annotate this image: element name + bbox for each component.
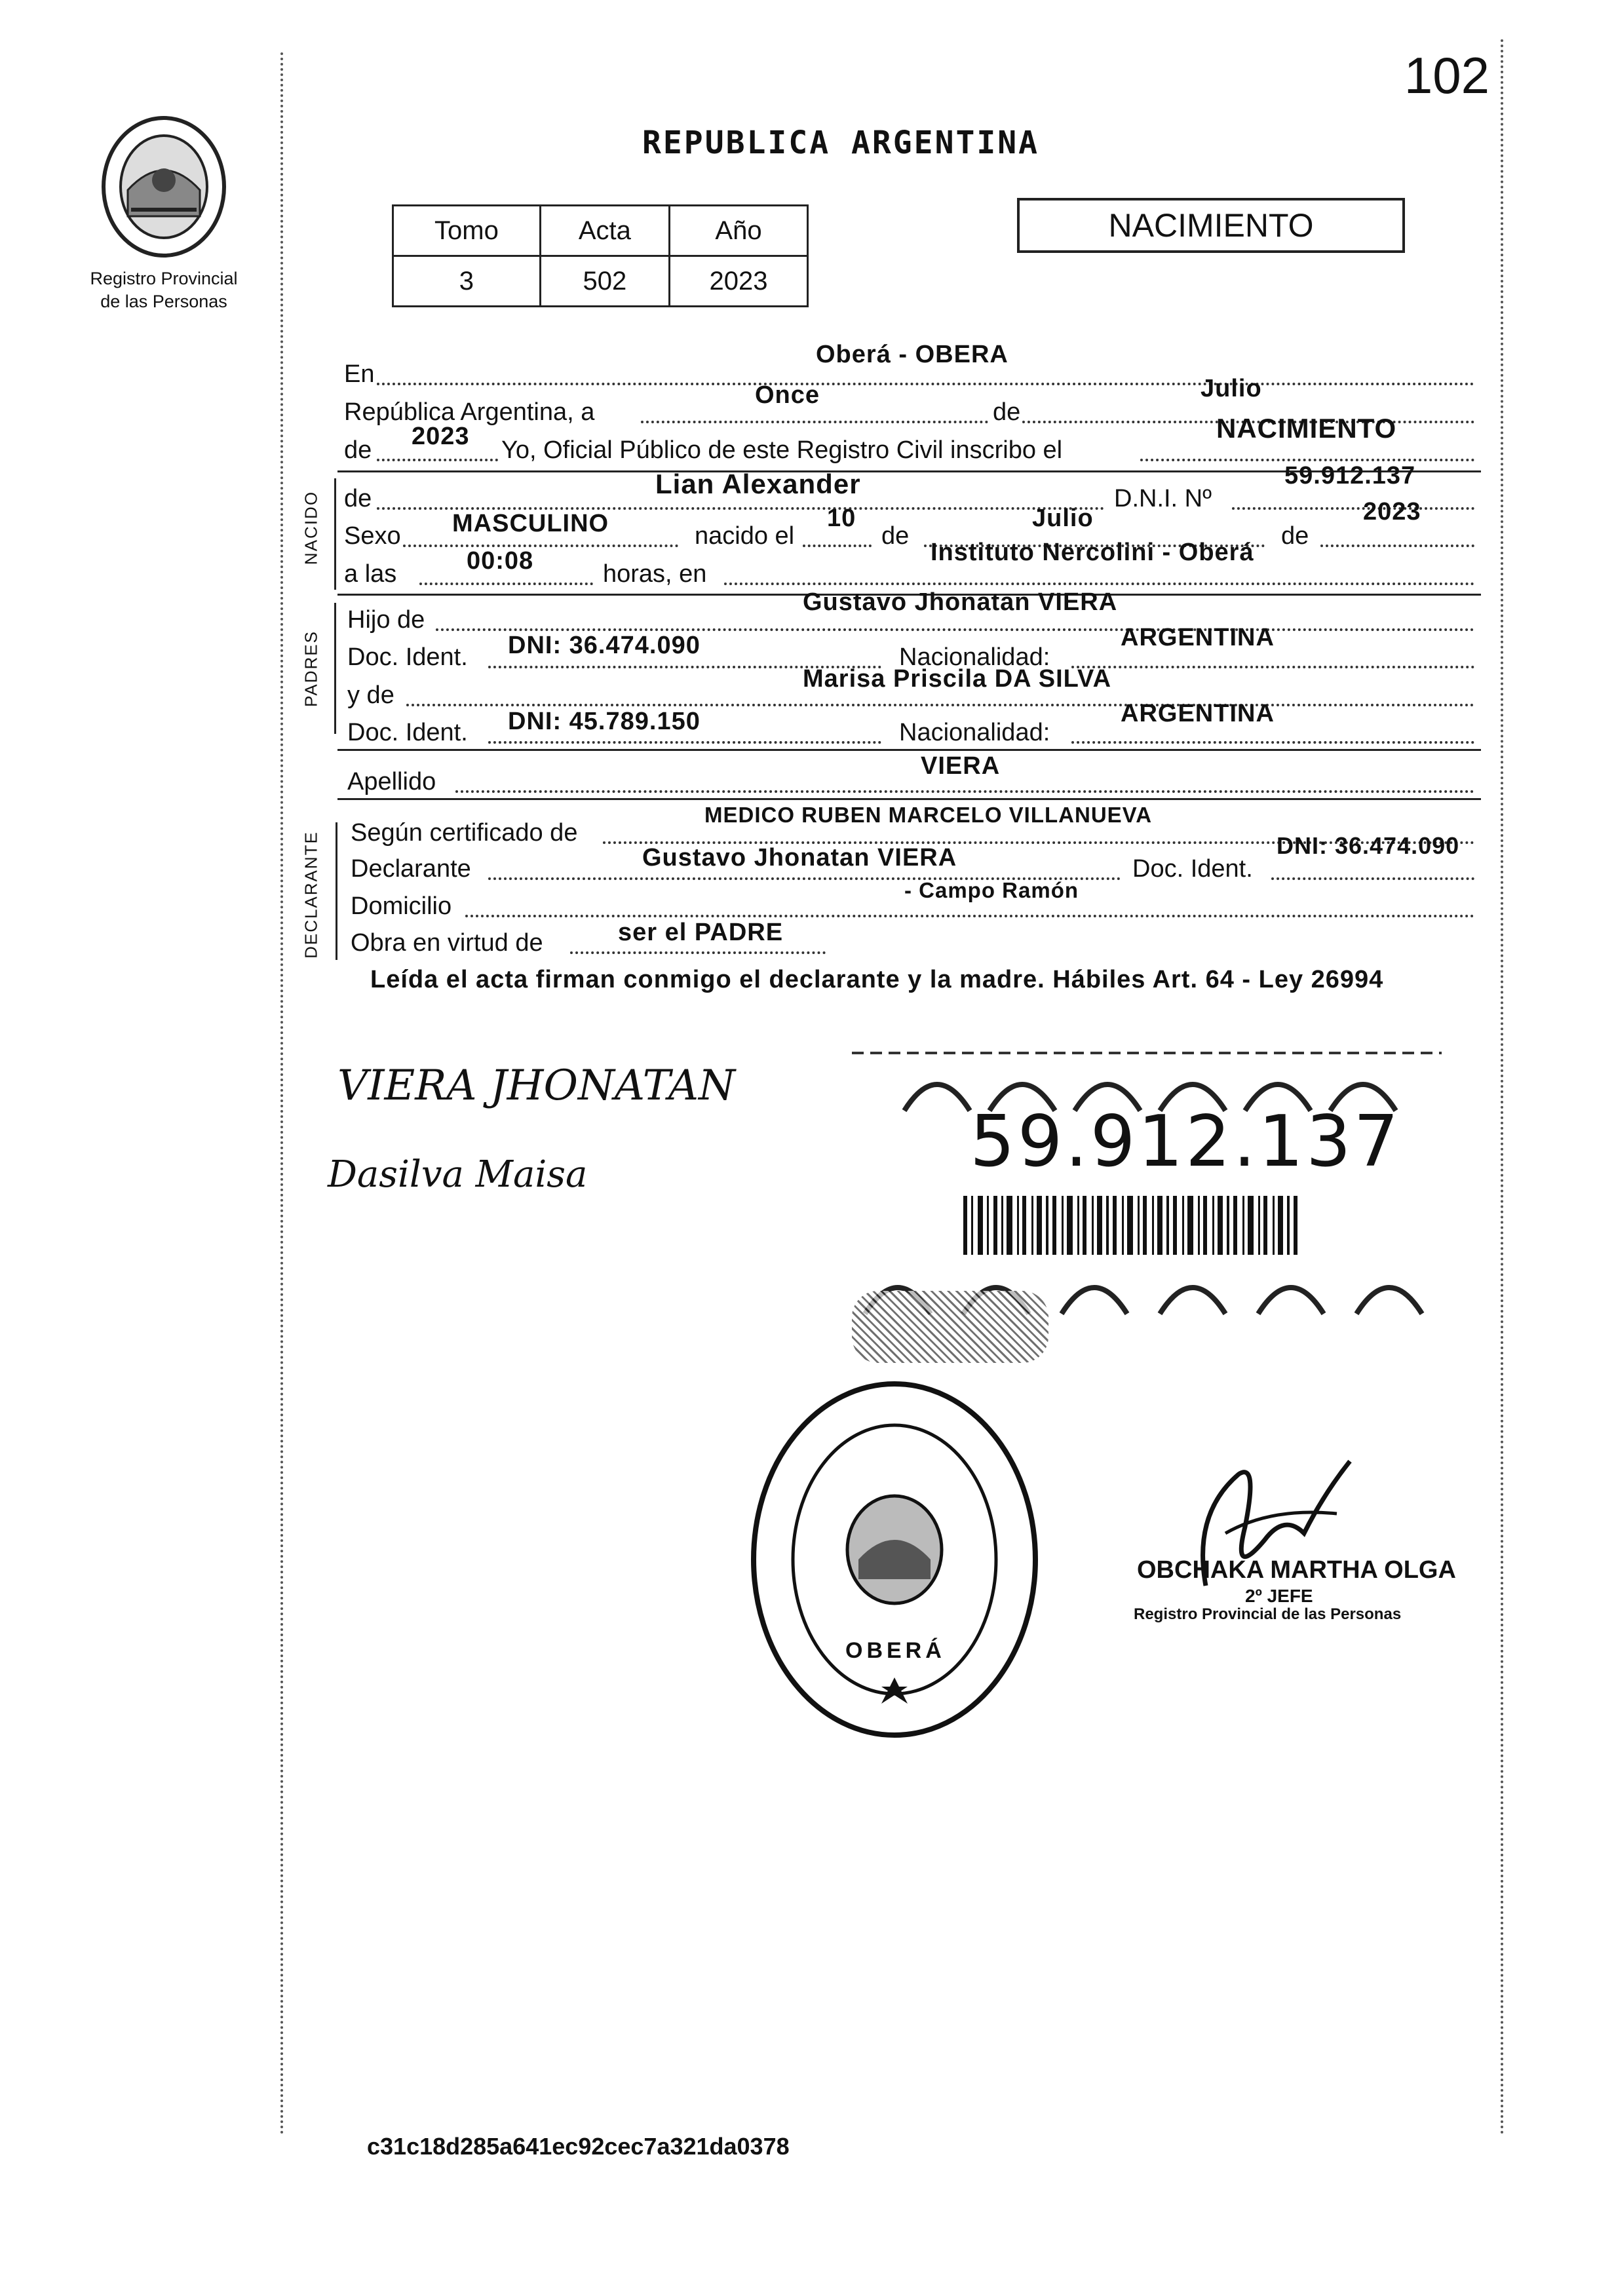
official-title: 2º JEFE: [1245, 1586, 1313, 1606]
tomo-value: 3: [393, 256, 541, 307]
misiones-shield-icon: [92, 111, 236, 262]
barcode-icon: [963, 1196, 1304, 1255]
dotted-line: [419, 583, 593, 585]
day-value: Once: [755, 381, 820, 409]
dotted-line: [403, 545, 678, 547]
child-name-value: Lian Alexander: [655, 469, 861, 499]
nacido-el-label: nacido el: [695, 522, 795, 550]
doc-ident-label: Doc. Ident.: [347, 643, 468, 671]
de-label-nac-2: de: [881, 522, 910, 550]
dotted-line: [1071, 741, 1474, 744]
nacido-side-label: NACIDO: [301, 490, 321, 565]
mother-doc-value: DNI: 45.789.150: [508, 708, 701, 735]
dni-label: D.N.I. Nº: [1114, 485, 1212, 512]
dotted-line: [803, 545, 872, 547]
y-de-label: y de: [347, 681, 394, 709]
dni-number-large: 59.912.137: [970, 1101, 1402, 1183]
doc-ident-label-2: Doc. Ident.: [347, 719, 468, 746]
de-label-2: de: [344, 436, 372, 464]
capacity-value: ser el PADRE: [618, 919, 784, 946]
page-number: 102: [1404, 47, 1489, 104]
dotted-line: [406, 704, 1474, 706]
dotted-line: [377, 459, 498, 461]
document-hash: c31c18d285a641ec92cec7a321da0378: [367, 2133, 790, 2160]
registry-seal-icon: [747, 1376, 1042, 1743]
reference-table: [392, 204, 809, 307]
acta-header: Acta: [540, 206, 669, 256]
a-las-label: a las: [344, 560, 397, 588]
place-value: Oberá - OBERA: [816, 341, 1009, 368]
apellido-label: Apellido: [347, 768, 436, 795]
certificate-value: MEDICO RUBEN MARCELO VILLANUEVA: [704, 803, 1153, 827]
dotted-line: [1271, 877, 1474, 880]
domicilio-label: Domicilio: [351, 892, 452, 920]
declarante-side-label: DECLARANTE: [301, 831, 321, 959]
nacido-de-label: de: [344, 485, 372, 512]
dotted-line: [455, 790, 1474, 793]
stamp-city: OBERÁ: [845, 1638, 946, 1663]
address-value: - Campo Ramón: [904, 878, 1079, 902]
obra-label: Obra en virtud de: [351, 929, 543, 957]
dotted-line: [436, 628, 1474, 631]
registry-name-line-1: Registro Provincial: [90, 269, 238, 288]
statement-text: Yo, Oficial Público de este Registro Civil inscribo el: [501, 436, 1063, 464]
dotted-line: [570, 951, 826, 954]
official-name: OBCHAKA MARTHA OLGA: [1137, 1556, 1456, 1584]
act-word-value: NACIMIENTO: [1216, 413, 1397, 444]
de-label-nac-3: de: [1281, 522, 1309, 550]
declarante-name-value: Gustavo Jhonatan VIERA: [642, 844, 957, 871]
act-type-label: NACIMIENTO: [1108, 207, 1314, 244]
horas-label: horas, en: [603, 560, 707, 588]
left-margin-line: [280, 52, 283, 2136]
act-type-box: [1017, 198, 1405, 253]
padres-side-label: PADRES: [301, 630, 321, 707]
section-bar: [334, 478, 336, 590]
dotted-line: [1140, 459, 1474, 461]
en-label: En: [344, 360, 375, 388]
birth-year-value: 2023: [1363, 498, 1421, 526]
sexo-label: Sexo: [344, 522, 401, 550]
section-bar: [334, 603, 336, 734]
section-rule: [337, 749, 1481, 751]
mother-name-value: Marisa Priscila DA SILVA: [803, 665, 1112, 693]
father-doc-value: DNI: 36.474.090: [508, 632, 701, 659]
registry-name-line-2: de las Personas: [100, 292, 227, 311]
dotted-line: [1320, 545, 1474, 547]
dotted-line: [724, 583, 1474, 585]
document-title: REPUBLICA ARGENTINA: [642, 124, 1040, 161]
anio-value: 2023: [669, 256, 807, 307]
hijo-de-label: Hijo de: [347, 606, 425, 634]
father-name-value: Gustavo Jhonatan VIERA: [803, 588, 1118, 616]
father-nationality-value: ARGENTINA: [1121, 624, 1275, 651]
anio-header: Año: [669, 206, 807, 256]
section-bar: [336, 822, 337, 960]
registry-logo: [92, 111, 236, 262]
de-label: de: [993, 398, 1021, 426]
right-margin-line: [1501, 39, 1503, 2136]
acta-value: 502: [540, 256, 669, 307]
tomo-header: Tomo: [393, 206, 541, 256]
closing-text: Leída el acta firman conmigo el declarante y la madre. Hábiles Art. 64 - Ley 26994: [370, 966, 1384, 993]
apellido-value: VIERA: [921, 752, 1001, 780]
dotted-line: [641, 421, 988, 423]
declarant-signature: VIERA JHONATAN: [337, 1062, 736, 1110]
republica-label: República Argentina, a: [344, 398, 595, 426]
official-office: Registro Provincial de las Personas: [1134, 1605, 1402, 1623]
dotted-line: [1071, 666, 1474, 668]
month-value: Julio: [1201, 375, 1262, 402]
nacionalidad-label: Nacionalidad:: [899, 643, 1050, 671]
section-rule: [337, 798, 1481, 800]
dni-label-sticker: [852, 1045, 1442, 1320]
doc-ident-label-3: Doc. Ident.: [1132, 855, 1253, 883]
sex-value: MASCULINO: [452, 510, 609, 537]
declarante-label: Declarante: [351, 855, 471, 883]
official-stamp: [747, 1376, 1042, 1743]
birth-day-value: 10: [827, 505, 856, 532]
mother-signature: Dasilva Maisa: [328, 1153, 588, 1196]
dotted-line: [465, 915, 1474, 917]
mother-nationality-value: ARGENTINA: [1121, 700, 1275, 727]
declarante-doc-value: DNI: 36.474.090: [1277, 832, 1460, 859]
birth-month-value: Julio: [1032, 505, 1094, 532]
birth-place-value: Instituto Nercolini - Oberá: [931, 539, 1254, 566]
certificado-label: Según certificado de: [351, 819, 578, 847]
dotted-line: [1232, 507, 1474, 510]
dotted-line: [377, 383, 1474, 385]
child-dni-value: 59.912.137: [1284, 462, 1416, 489]
nacionalidad-label-2: Nacionalidad:: [899, 719, 1050, 746]
year-value: 2023: [412, 423, 470, 450]
time-value: 00:08: [467, 547, 534, 575]
security-hatch: [852, 1291, 1048, 1363]
dotted-line: [488, 741, 881, 744]
